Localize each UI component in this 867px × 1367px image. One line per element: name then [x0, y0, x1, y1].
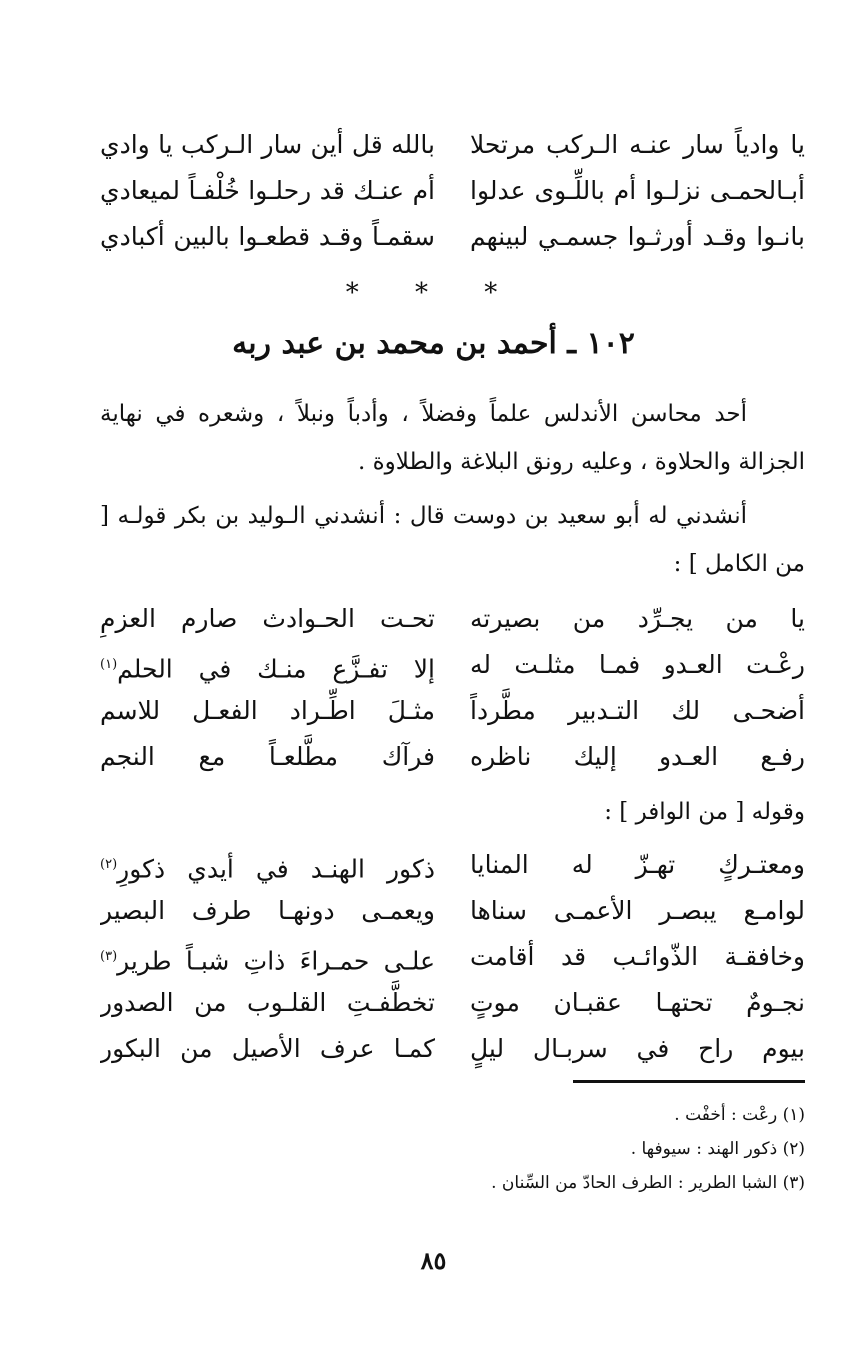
verse-second-hemistich	[100, 934, 435, 980]
verse-second-hemistich: كمـا عرف الأصيل من البكور	[100, 1034, 435, 1063]
verse-second-hemistich: تخطَّفـتِ القلـوب من الصدور	[100, 988, 435, 1017]
verse	[100, 642, 805, 688]
verse-first-hemistich: رفـع العـدو إليك ناظره	[470, 742, 805, 771]
verse	[100, 734, 805, 780]
verse-first-hemistich: يا وادياً سار عنـه الـركب مرتحلا	[470, 130, 805, 159]
verse-first-hemistich: نجـومٌ تحتهـا عقبـان موتٍ	[470, 988, 805, 1017]
verse-second-hemistich: مثـلَ اطِّـراد الفعـل للاسم	[100, 696, 435, 725]
verse-first-hemistich: بانـوا وقـد أورثـوا جسمـي لبينهم	[470, 222, 805, 251]
footnote-marker: (١)	[100, 657, 118, 672]
verse-second-hemistich: بالله قل أين سار الـركب يا وادي	[100, 130, 435, 159]
verse	[100, 688, 805, 734]
verse	[100, 888, 805, 934]
footnote-divider	[573, 1080, 805, 1083]
verse	[100, 596, 805, 642]
verse	[100, 1026, 805, 1072]
footnote-marker: (٣)	[100, 949, 118, 964]
hemistich-text: إلا تفـزَّع منـك في الحلم	[117, 654, 435, 684]
verse	[100, 842, 805, 888]
hemistich-text: ذكور الهنـد في أيدي ذكورِ	[117, 854, 435, 884]
verse	[100, 980, 805, 1026]
verse-first-hemistich: لوامـع يبصـر الأعمـى سناها	[470, 896, 805, 925]
verse	[100, 168, 805, 214]
verse-second-hemistich: سقمـاً وقـد قطعـوا بالبين أكبادي	[100, 222, 435, 251]
verse-second-hemistich: ويعمـى دونهـا طرف البصير	[100, 896, 435, 925]
footnote: (١) رعْت : أخفْت .	[674, 1105, 805, 1125]
verse	[100, 214, 805, 260]
verse-second-hemistich: تحـت الحـوادث صارم العزمِ	[100, 604, 435, 633]
bio-paragraph: أحد محاسن الأندلس علماً وفضلاً ، وأدباً ونبلاً ، وشعره في نهاية الجزالة والحلاوة ، وعليه رونق البلاغة والطلاوة .	[100, 401, 805, 475]
narration-paragraph: أنشدني له أبو سعيد بن دوست قال : أنشدني الـوليد بن بكر قولـه [ من الكامل ] :	[100, 503, 805, 577]
verse-first-hemistich: رعْـت العـدو فمـا مثلـت له	[470, 650, 805, 679]
hemistich-text: علـى حمـراءَ ذاتِ شبـاً طرير	[117, 946, 435, 976]
verse-first-hemistich: يا من يجـرِّد من بصيرته	[470, 604, 805, 633]
verse	[100, 122, 805, 168]
footnote: (٢) ذكور الهند : سيوفها .	[630, 1139, 805, 1159]
verse-second-hemistich: فرآك مطَّلعـاً مع النجم	[100, 742, 435, 771]
poem-2	[100, 596, 805, 780]
verse-second-hemistich: أم عنـك قد رحلـوا خُلْفـاً لميعادي	[100, 176, 435, 205]
verse-first-hemistich: أضحـى لك التـدبير مطَّرداً	[470, 696, 805, 725]
intro-line: وقوله [ من الوافر ] :	[604, 799, 805, 825]
verse-second-hemistich	[100, 642, 435, 688]
footnote-marker: (٢)	[100, 857, 118, 872]
verse	[100, 934, 805, 980]
verse-first-hemistich: بيوم راح في سربـال ليلٍ	[470, 1034, 805, 1063]
verse-second-hemistich	[100, 842, 435, 888]
verse-first-hemistich: أبـالحمـى نزلـوا أم باللِّـوى عدلوا	[470, 176, 805, 205]
verse-first-hemistich: ومعتـركٍ تهـزّ له المنايا	[470, 850, 805, 879]
poem-1	[100, 122, 805, 260]
verse-first-hemistich: وخافقـة الذّوائـب قد أقامت	[470, 942, 805, 971]
entry-title: ١٠٢ ـ أحمد بن محمد بن عبد ربه	[232, 326, 635, 361]
footnote: (٣) الشبا الطرير : الطرف الحادّ من السِّنان .	[491, 1173, 805, 1193]
footnotes	[100, 1098, 805, 1200]
page-number: ٨٥	[420, 1246, 447, 1275]
poem-3	[100, 842, 805, 1072]
section-separator: * * *	[345, 278, 522, 308]
